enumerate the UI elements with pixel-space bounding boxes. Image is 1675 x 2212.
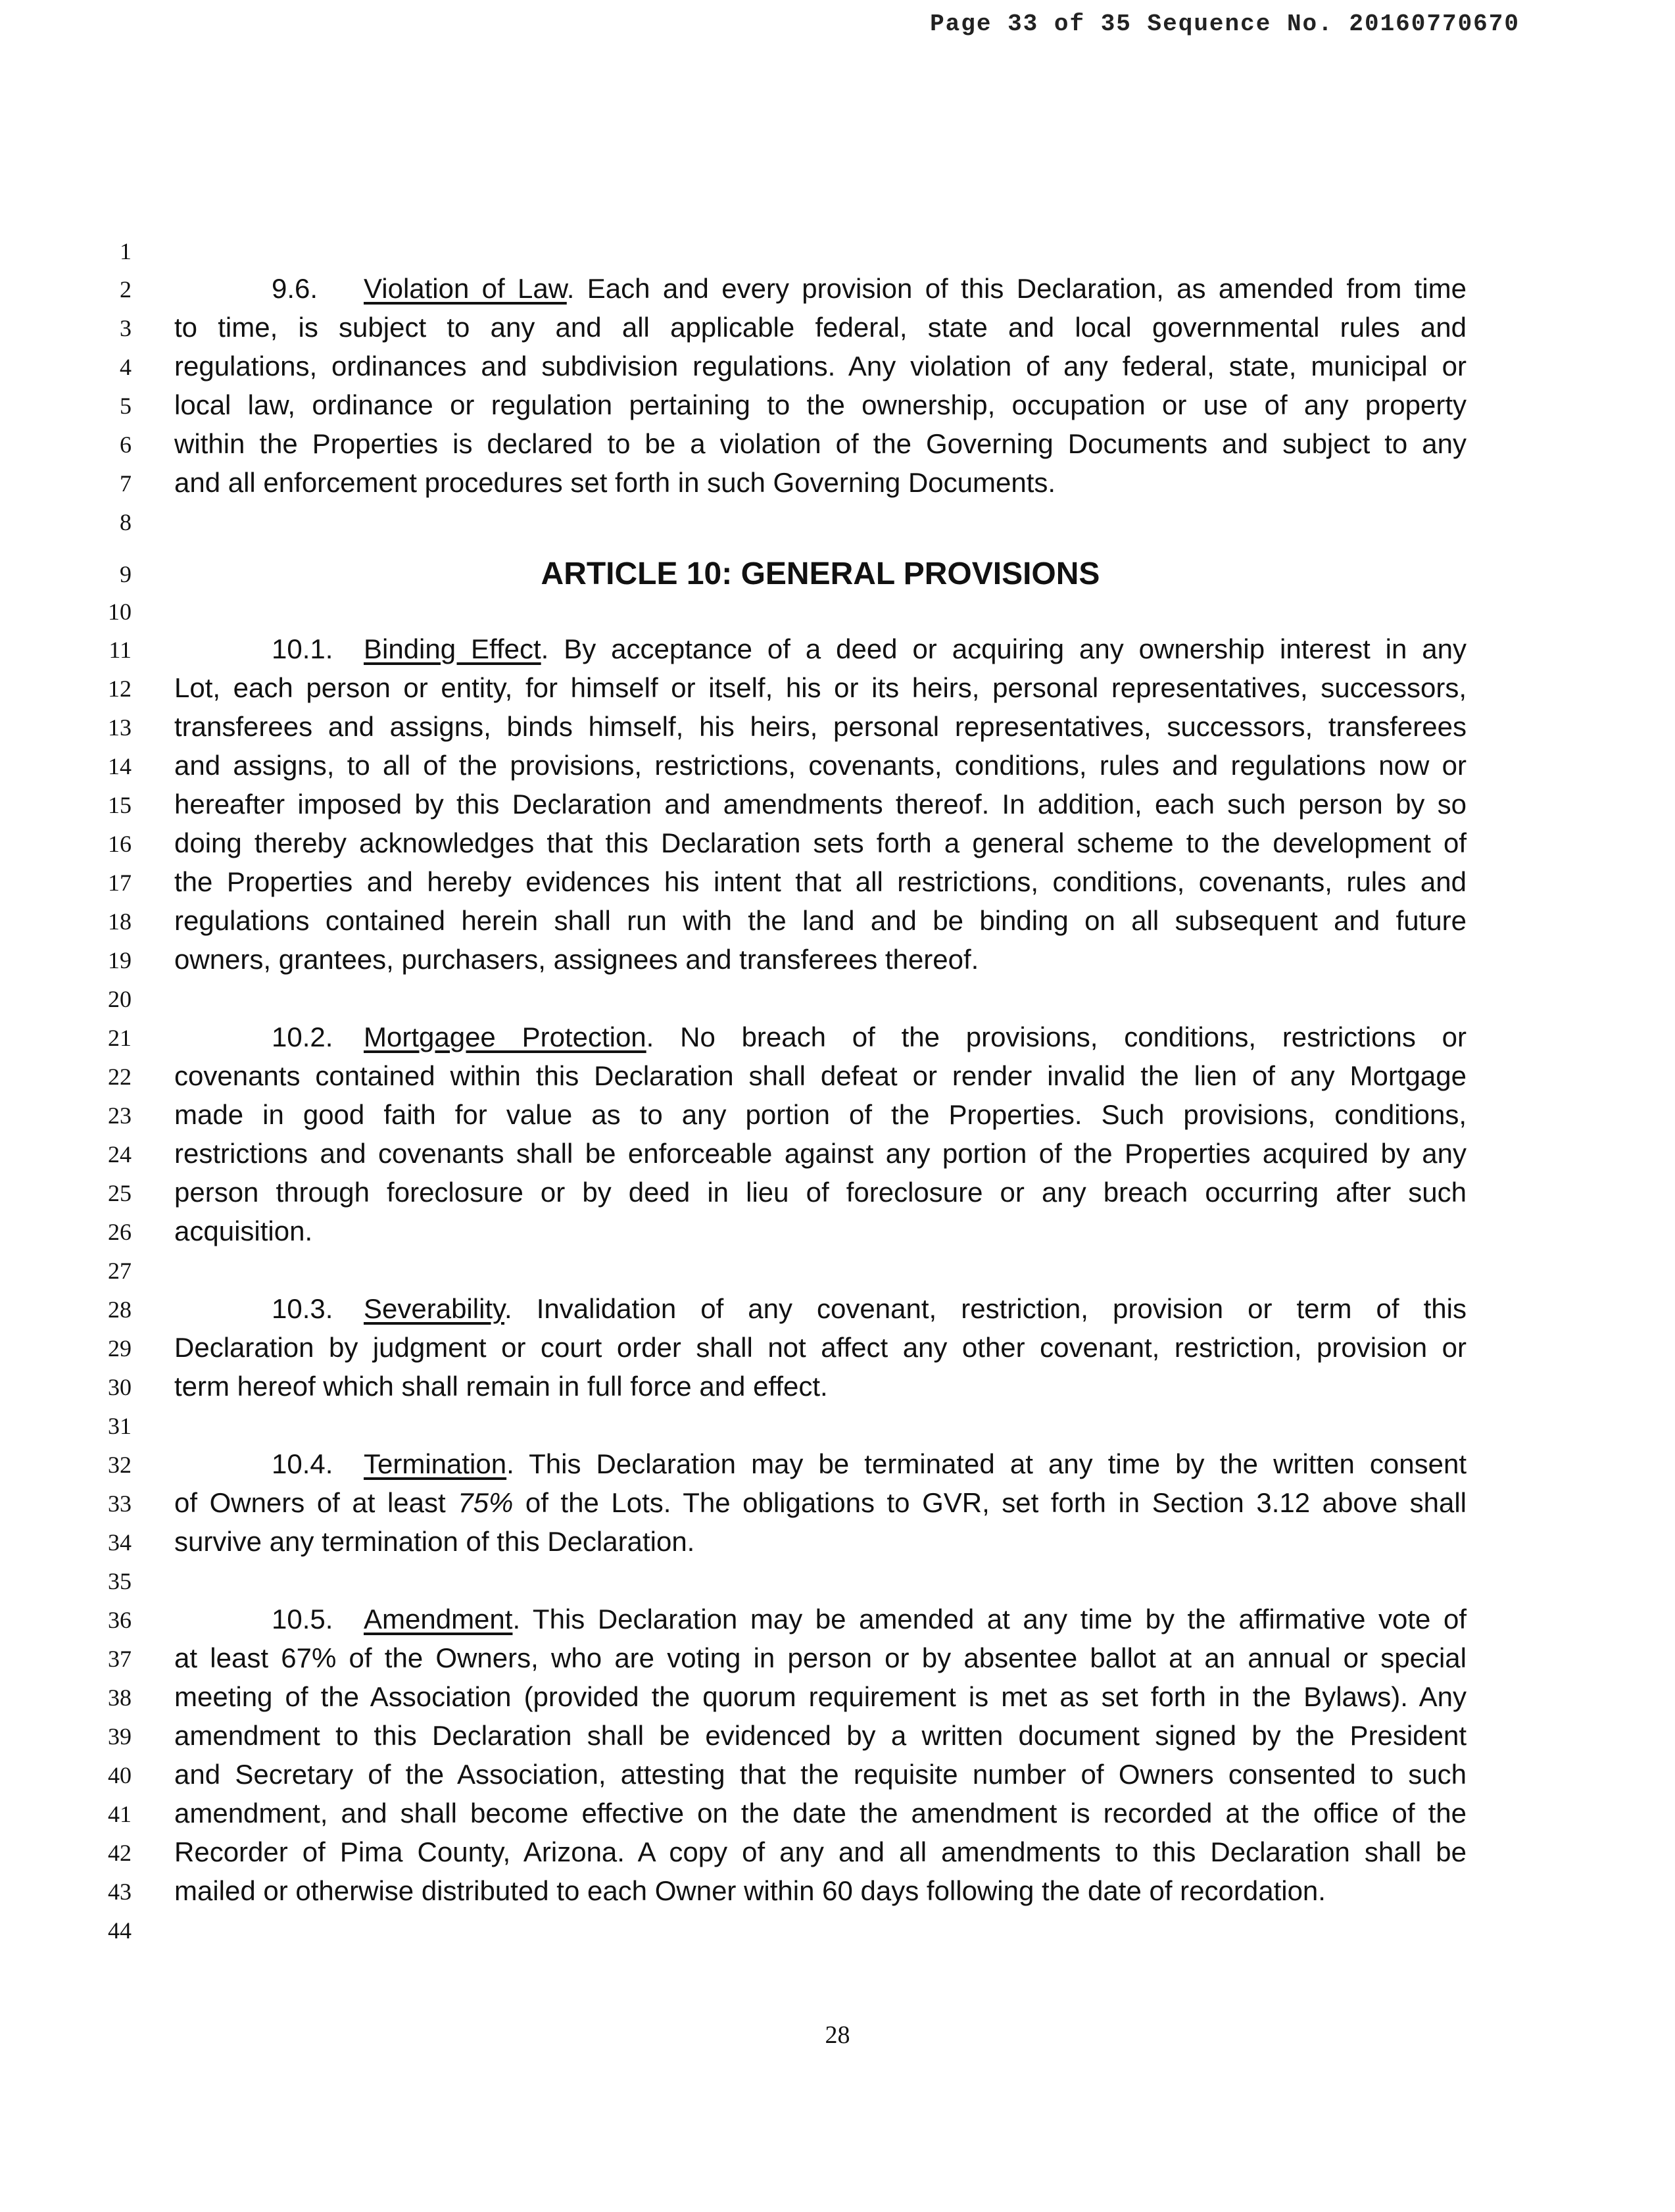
line-number: 31: [108, 1413, 132, 1439]
paragraph-line: [272, 1604, 1467, 1635]
line-number: 13: [108, 714, 132, 741]
line-number: 15: [108, 792, 132, 818]
paragraph-line: made in good faith for value as to any portion of the Properties. Such provisions, conditions,: [174, 1099, 1467, 1130]
paragraph-line: and assigns, to all of the provisions, restrictions, covenants, conditions, rules and regulations now or: [174, 750, 1467, 781]
line-number: 30: [108, 1374, 132, 1400]
line-number: 29: [108, 1335, 132, 1362]
paragraph-line: [272, 1293, 1467, 1325]
line-number: 33: [108, 1490, 132, 1517]
line-number: 28: [108, 1296, 132, 1323]
paragraph-line: owners, grantees, purchasers, assignees and transferees thereof.: [174, 944, 979, 975]
line-number: 32: [108, 1452, 132, 1478]
paragraph-line: transferees and assigns, binds himself, his heirs, personal representatives, successors, transferees: [174, 711, 1467, 742]
paragraph-text: . By acceptance of a deed or acquiring any ownership interest in any: [541, 633, 1467, 664]
line-number: 12: [108, 676, 132, 702]
line-number: 40: [108, 1762, 132, 1788]
emphasis-text: 75%: [458, 1487, 514, 1518]
paragraph-line: restrictions and covenants shall be enforceable against any portion of the Properties acquired by any: [174, 1138, 1467, 1169]
paragraph-line: within the Properties is declared to be a violation of the Governing Documents and subject to any: [174, 428, 1467, 459]
paragraph-line: [174, 1487, 1467, 1519]
paragraph-line: [272, 1448, 1467, 1480]
section-heading: Violation of Law: [364, 273, 567, 304]
paragraph-text: of the Lots. The obligations to GVR, set forth in Section 3.12 above shall: [513, 1487, 1467, 1518]
paragraph-line: amendment, and shall become effective on the date the amendment is recorded at the office of the: [174, 1798, 1467, 1829]
section-heading: Termination: [364, 1448, 507, 1479]
section-heading: Amendment: [364, 1604, 513, 1634]
paragraph-line: and Secretary of the Association, attesting that the requisite number of Owners consented to such: [174, 1759, 1467, 1790]
line-number: 17: [108, 870, 132, 896]
section-number: 10.4.: [272, 1448, 333, 1479]
paragraph-line: [272, 633, 1467, 665]
paragraph-line: Recorder of Pima County, Arizona. A copy of any and all amendments to this Declaration shall be: [174, 1836, 1467, 1867]
paragraph-line: regulations, ordinances and subdivision regulations. Any violation of any federal, state, municipal or: [174, 351, 1467, 381]
paragraph-line: hereafter imposed by this Declaration and amendments thereof. In addition, each such person by so: [174, 789, 1467, 820]
line-number: 41: [108, 1801, 132, 1827]
line-number: 20: [108, 986, 132, 1012]
paragraph-line: covenants contained within this Declaration shall defeat or render invalid the lien of any Mortgage: [174, 1060, 1467, 1091]
paragraph-line: [272, 273, 1467, 305]
line-number: 9: [120, 561, 132, 587]
paragraph-text: . This Declaration may be amended at any time by the affirmative vote of: [512, 1604, 1467, 1634]
paragraph-line: mailed or otherwise distributed to each Owner within 60 days following the date of recordation.: [174, 1875, 1326, 1906]
line-number: 37: [108, 1646, 132, 1672]
document-header: Page 33 of 35 Sequence No. 20160770670: [930, 11, 1520, 37]
line-number: 18: [108, 908, 132, 935]
paragraph-line: Declaration by judgment or court order shall not affect any other covenant, restriction, provision or: [174, 1332, 1467, 1363]
line-number: 6: [120, 431, 132, 458]
paragraph-line: [272, 1021, 1467, 1053]
line-number: 25: [108, 1180, 132, 1206]
line-number: 1: [120, 238, 132, 264]
paragraph-line: meeting of the Association (provided the quorum requirement is met as set forth in the Bylaws). Any: [174, 1681, 1467, 1712]
line-number: 11: [109, 637, 132, 663]
paragraph-line: acquisition.: [174, 1216, 313, 1246]
line-number: 22: [108, 1064, 132, 1090]
paragraph-text: of Owners of at least: [174, 1487, 458, 1518]
paragraph-line: the Properties and hereby evidences his intent that all restrictions, conditions, covenants, rules and: [174, 866, 1467, 897]
line-number: 44: [108, 1917, 132, 1944]
page-number: 28: [825, 2021, 850, 2049]
line-number: 16: [108, 831, 132, 857]
paragraph-line: to time, is subject to any and all applicable federal, state and local governmental rules and: [174, 312, 1467, 343]
section-heading: Severability: [364, 1293, 504, 1324]
line-number: 43: [108, 1879, 132, 1905]
section-number: 10.3.: [272, 1293, 333, 1324]
paragraph-line: term hereof which shall remain in full force and effect.: [174, 1371, 828, 1402]
article-title: ARTICLE 10: GENERAL PROVISIONS: [541, 556, 1100, 591]
paragraph-text: . This Declaration may be terminated at any time by the written consent: [506, 1448, 1467, 1479]
paragraph-line: survive any termination of this Declaration.: [174, 1526, 695, 1557]
paragraph-line: doing thereby acknowledges that this Declaration sets forth a general scheme to the development of: [174, 827, 1467, 858]
line-number: 36: [108, 1607, 132, 1633]
paragraph-text: . Invalidation of any covenant, restriction, provision or term of this: [504, 1293, 1467, 1324]
line-number: 14: [108, 753, 132, 779]
line-number: 7: [120, 470, 132, 497]
paragraph-line: person through foreclosure or by deed in lieu of foreclosure or any breach occurring after such: [174, 1177, 1467, 1208]
line-number: 23: [108, 1102, 132, 1129]
paragraph-line: and all enforcement procedures set forth in such Governing Documents.: [174, 467, 1056, 498]
line-number: 42: [108, 1840, 132, 1866]
section-number: 10.5.: [272, 1604, 333, 1634]
paragraph-line: Lot, each person or entity, for himself or itself, his or its heirs, personal representatives, successors,: [174, 672, 1467, 703]
line-number: 8: [120, 509, 132, 535]
paragraph-text: . Each and every provision of this Declaration, as amended from time: [566, 273, 1467, 304]
paragraph-line: local law, ordinance or regulation pertaining to the ownership, occupation or use of any property: [174, 389, 1467, 420]
line-number: 4: [120, 354, 132, 380]
paragraph-line: amendment to this Declaration shall be evidenced by a written document signed by the President: [174, 1720, 1467, 1751]
section-number: 9.6.: [272, 273, 318, 304]
line-number: 10: [108, 599, 132, 625]
section-heading: Binding Effect: [364, 633, 541, 664]
line-number: 24: [108, 1141, 132, 1167]
line-number: 35: [108, 1568, 132, 1594]
line-number: 19: [108, 947, 132, 973]
line-number: 26: [108, 1219, 132, 1245]
line-number: 34: [108, 1529, 132, 1556]
line-number: 38: [108, 1684, 132, 1711]
line-number: 3: [120, 315, 132, 341]
section-heading: Mortgagee Protection: [364, 1021, 646, 1052]
line-number: 39: [108, 1723, 132, 1750]
line-number: 5: [120, 393, 132, 419]
line-number: 2: [120, 276, 132, 303]
line-number: 27: [108, 1258, 132, 1284]
section-number: 10.1.: [272, 633, 333, 664]
paragraph-text: . No breach of the provisions, conditions, restrictions or: [646, 1021, 1467, 1052]
paragraph-line: at least 67% of the Owners, who are voting in person or by absentee ballot at an annual or special: [174, 1642, 1467, 1673]
paragraph-line: regulations contained herein shall run with the land and be binding on all subsequent and future: [174, 905, 1467, 936]
section-number: 10.2.: [272, 1021, 333, 1052]
line-number: 21: [108, 1025, 132, 1051]
